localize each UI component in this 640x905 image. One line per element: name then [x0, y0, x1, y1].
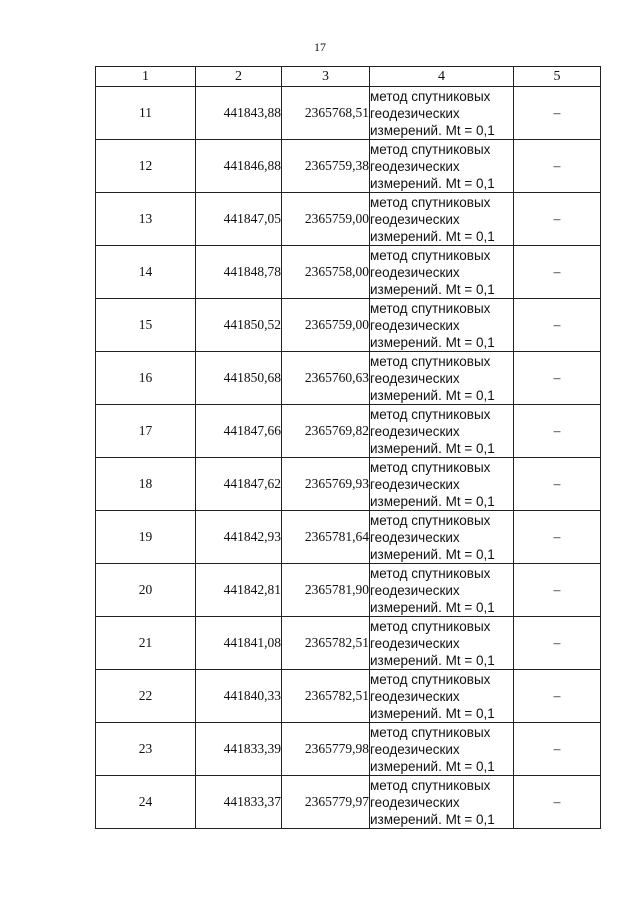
table-row: [96, 723, 601, 776]
point-number: 12: [96, 140, 196, 193]
table-row: [96, 405, 601, 458]
coordinates-table: [95, 66, 601, 829]
method-description: метод спутниковых геодезических измерений. Mt = 0,1: [370, 87, 514, 140]
coordinate-x: 441847,05: [196, 193, 282, 246]
point-number: 11: [96, 87, 196, 140]
column-header-3: 3: [282, 67, 370, 87]
method-description: метод спутниковых геодезических измерений. Mt = 0,1: [370, 564, 514, 617]
note-cell: –: [514, 723, 601, 776]
coordinate-x: 441847,66: [196, 405, 282, 458]
method-description: метод спутниковых геодезических измерений. Mt = 0,1: [370, 140, 514, 193]
note-cell: –: [514, 352, 601, 405]
method-description: метод спутниковых геодезических измерений. Mt = 0,1: [370, 617, 514, 670]
note-cell: –: [514, 511, 601, 564]
coordinate-x: 441833,37: [196, 776, 282, 829]
method-description: метод спутниковых геодезических измерений. Mt = 0,1: [370, 246, 514, 299]
coordinate-x: 441841,08: [196, 617, 282, 670]
method-description: метод спутниковых геодезических измерений. Mt = 0,1: [370, 458, 514, 511]
method-description: метод спутниковых геодезических измерений. Mt = 0,1: [370, 299, 514, 352]
header-row: [96, 67, 601, 87]
coordinate-x: 441840,33: [196, 670, 282, 723]
page-number: 17: [314, 40, 326, 54]
table-row: [96, 193, 601, 246]
table-row: [96, 564, 601, 617]
coordinate-y: 2365759,38: [282, 140, 370, 193]
note-cell: –: [514, 299, 601, 352]
point-number: 24: [96, 776, 196, 829]
table-row: [96, 299, 601, 352]
table-row: [96, 87, 601, 140]
coordinate-y: 2365759,00: [282, 193, 370, 246]
table-row: [96, 140, 601, 193]
note-cell: –: [514, 776, 601, 829]
coordinate-y: 2365781,64: [282, 511, 370, 564]
point-number: 15: [96, 299, 196, 352]
point-number: 22: [96, 670, 196, 723]
note-cell: –: [514, 564, 601, 617]
coordinate-y: 2365779,98: [282, 723, 370, 776]
coordinate-x: 441842,81: [196, 564, 282, 617]
coordinate-x: 441847,62: [196, 458, 282, 511]
table-body: [96, 87, 601, 829]
coordinate-x: 441848,78: [196, 246, 282, 299]
note-cell: –: [514, 670, 601, 723]
method-description: метод спутниковых геодезических измерений. Mt = 0,1: [370, 776, 514, 829]
note-cell: –: [514, 193, 601, 246]
point-number: 20: [96, 564, 196, 617]
method-description: метод спутниковых геодезических измерений. Mt = 0,1: [370, 670, 514, 723]
coordinate-y: 2365782,51: [282, 617, 370, 670]
table-header: [96, 67, 601, 87]
table-row: [96, 617, 601, 670]
coordinate-y: 2365781,90: [282, 564, 370, 617]
method-description: метод спутниковых геодезических измерений. Mt = 0,1: [370, 352, 514, 405]
method-description: метод спутниковых геодезических измерений. Mt = 0,1: [370, 193, 514, 246]
table-row: [96, 670, 601, 723]
coordinate-y: 2365769,93: [282, 458, 370, 511]
coordinate-x: 441843,88: [196, 87, 282, 140]
note-cell: –: [514, 140, 601, 193]
point-number: 16: [96, 352, 196, 405]
coordinate-x: 441833,39: [196, 723, 282, 776]
column-header-1: 1: [96, 67, 196, 87]
point-number: 17: [96, 405, 196, 458]
table-row: [96, 246, 601, 299]
point-number: 19: [96, 511, 196, 564]
coordinate-x: 441850,68: [196, 352, 282, 405]
method-description: метод спутниковых геодезических измерений. Mt = 0,1: [370, 511, 514, 564]
point-number: 23: [96, 723, 196, 776]
column-header-5: 5: [514, 67, 601, 87]
table-row: [96, 776, 601, 829]
point-number: 18: [96, 458, 196, 511]
column-header-2: 2: [196, 67, 282, 87]
coordinate-y: 2365759,00: [282, 299, 370, 352]
coordinate-y: 2365782,51: [282, 670, 370, 723]
coordinate-y: 2365768,51: [282, 87, 370, 140]
coordinate-y: 2365760,63: [282, 352, 370, 405]
coordinate-y: 2365769,82: [282, 405, 370, 458]
table-row: [96, 511, 601, 564]
note-cell: –: [514, 87, 601, 140]
coordinate-y: 2365779,97: [282, 776, 370, 829]
point-number: 21: [96, 617, 196, 670]
coordinate-y: 2365758,00: [282, 246, 370, 299]
point-number: 13: [96, 193, 196, 246]
table-row: [96, 458, 601, 511]
note-cell: –: [514, 405, 601, 458]
column-header-4: 4: [370, 67, 514, 87]
note-cell: –: [514, 246, 601, 299]
table-row: [96, 352, 601, 405]
coordinate-x: 441846,88: [196, 140, 282, 193]
method-description: метод спутниковых геодезических измерений. Mt = 0,1: [370, 723, 514, 776]
point-number: 14: [96, 246, 196, 299]
coordinate-x: 441842,93: [196, 511, 282, 564]
note-cell: –: [514, 617, 601, 670]
coordinate-x: 441850,52: [196, 299, 282, 352]
note-cell: –: [514, 458, 601, 511]
method-description: метод спутниковых геодезических измерений. Mt = 0,1: [370, 405, 514, 458]
